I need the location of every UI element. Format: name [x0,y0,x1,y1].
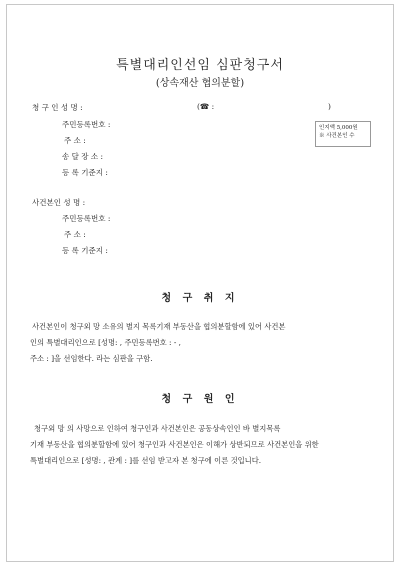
document-title: 특별대리인선임 심판청구서 [116,58,284,73]
claimant-phone-label: (☎ : [197,102,215,111]
purpose-line-1: 사건본인이 청구외 망 소유의 별지 목록기재 부동산을 협의분할함에 있어 사건본 [32,322,286,331]
stamp-note-line: ※ 사건본인 수 [319,133,355,139]
purpose-heading: 청 구 취 지 [161,293,239,304]
principal-name-label: 사건본인 성 명 : [32,198,86,207]
cause-line-2: 기재 부동산을 협의분할함에 있어 청구인과 사건본인은 이해가 상반되므로 사건본인을 위한 [30,440,319,449]
claimant-registry-label: 등 록 기준지 : [62,168,108,177]
document-subtitle: (상속재산 협의분할) [155,78,245,89]
claimant-phone-close: ) [328,102,331,111]
principal-address-label: 주 소 : [64,230,86,239]
purpose-line-2: 인의 특별대리인으로 [성명: , 주민등록번호 : - , [30,338,181,347]
cause-line-3: 특별대리인으로 [성명: , 관계 : ]를 선임 받고자 본 청구에 이른 것입니다. [30,456,262,465]
purpose-line-3: 주소 : ]을 선임한다. 라는 심판을 구함. [30,354,153,363]
stamp-fee-line: 인지액 5,000원 [319,125,358,131]
principal-rrn-label: 주민등록번호 : [62,214,111,223]
principal-registry-label: 등 록 기준지 : [62,246,108,255]
claimant-delivery-label: 송 달 장 소 : [62,152,104,161]
claimant-rrn-label: 주민등록번호 : [62,120,111,129]
stamp-fee-box [315,121,371,147]
claimant-name-label: 청 구 인 성 명 : [32,103,83,112]
cause-heading: 청 구 원 인 [161,394,239,405]
claimant-address-label: 주 소 : [64,136,86,145]
cause-line-1: 청구외 망 의 사망으로 인하여 청구인과 사건본인은 공동상속인인 바 별지목록 [34,424,281,433]
